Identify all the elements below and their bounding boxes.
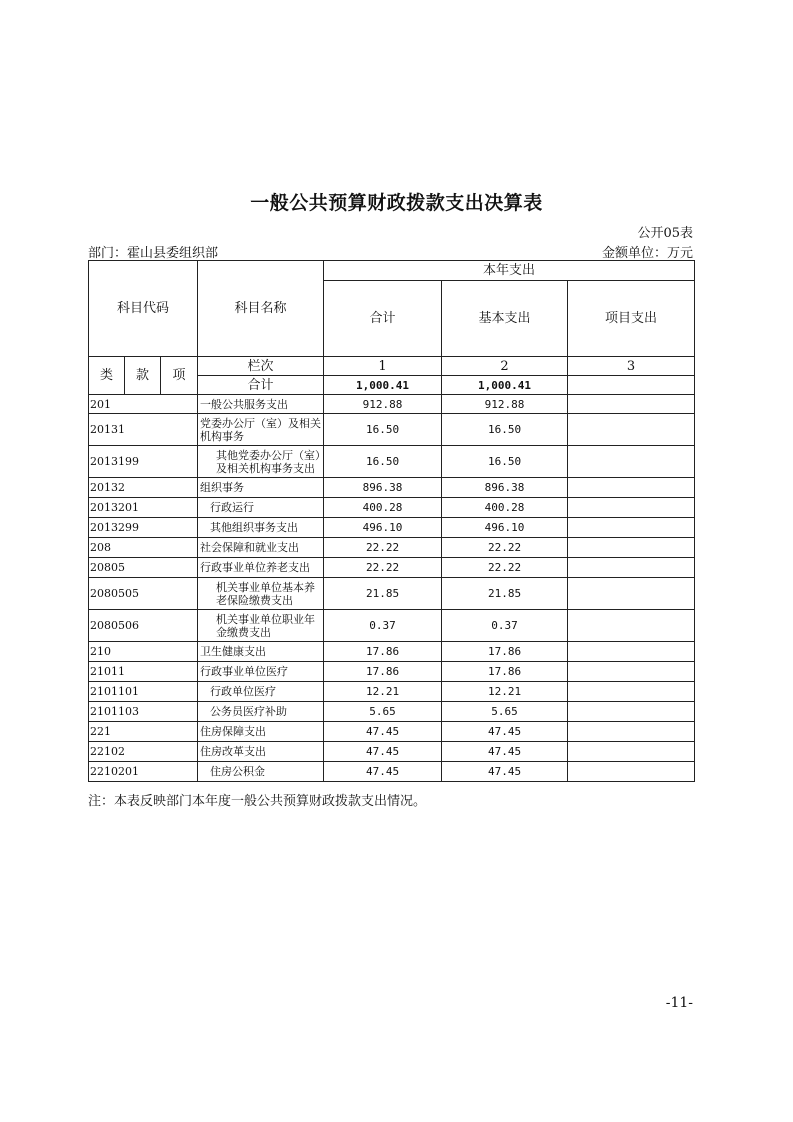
row-basic: 17.86 — [442, 662, 568, 682]
row-project — [568, 518, 695, 538]
row-name: 行政运行 — [198, 498, 324, 518]
row-total: 0.37 — [324, 610, 442, 642]
row-basic: 47.45 — [442, 722, 568, 742]
header-col1: 1 — [324, 357, 442, 376]
row-total: 47.45 — [324, 742, 442, 762]
row-name: 住房改革支出 — [198, 742, 324, 762]
row-total: 16.50 — [324, 414, 442, 446]
header-column-no: 栏次 — [198, 357, 324, 376]
row-project — [568, 478, 695, 498]
row-code: 210 — [89, 642, 198, 662]
department-label: 部门：霍山县委组织部 — [88, 246, 219, 261]
row-basic: 5.65 — [442, 702, 568, 722]
row-code: 2013201 — [89, 498, 198, 518]
row-basic: 47.45 — [442, 742, 568, 762]
row-code: 2013299 — [89, 518, 198, 538]
row-basic: 12.21 — [442, 682, 568, 702]
row-code: 2210201 — [89, 762, 198, 782]
header-col3: 3 — [568, 357, 695, 376]
row-project — [568, 395, 695, 414]
row-basic: 17.86 — [442, 642, 568, 662]
table-row — [89, 762, 695, 782]
row-code: 2101101 — [89, 682, 198, 702]
row-name: 公务员医疗补助 — [198, 702, 324, 722]
row-name: 组织事务 — [198, 478, 324, 498]
row-total: 496.10 — [324, 518, 442, 538]
header-code: 科目代码 — [89, 261, 198, 357]
table-row — [89, 518, 695, 538]
row-basic: 16.50 — [442, 414, 568, 446]
row-basic: 0.37 — [442, 610, 568, 642]
row-project — [568, 578, 695, 610]
row-basic: 22.22 — [442, 558, 568, 578]
row-name: 其他组织事务支出 — [198, 518, 324, 538]
row-project — [568, 558, 695, 578]
row-total: 17.86 — [324, 642, 442, 662]
row-total: 896.38 — [324, 478, 442, 498]
expenditure-table — [88, 260, 695, 782]
row-project — [568, 662, 695, 682]
row-name: 一般公共服务支出 — [198, 395, 324, 414]
row-basic: 912.88 — [442, 395, 568, 414]
row-project — [568, 414, 695, 446]
table-row — [89, 662, 695, 682]
header-lei: 类 — [89, 357, 125, 395]
table-row — [89, 478, 695, 498]
row-code: 2101103 — [89, 702, 198, 722]
row-total: 47.45 — [324, 722, 442, 742]
row-code: 20132 — [89, 478, 198, 498]
row-project — [568, 498, 695, 518]
row-code: 22102 — [89, 742, 198, 762]
table-row — [89, 742, 695, 762]
row-code: 20131 — [89, 414, 198, 446]
row-code: 2080506 — [89, 610, 198, 642]
row-name: 行政事业单位医疗 — [198, 662, 324, 682]
table-row — [89, 558, 695, 578]
row-project — [568, 446, 695, 478]
unit-label: 金额单位：万元 — [601, 246, 693, 261]
row-name: 行政单位医疗 — [198, 682, 324, 702]
header-col2: 2 — [442, 357, 568, 376]
table-row — [89, 610, 695, 642]
row-project — [568, 762, 695, 782]
form-number: 公开05表 — [637, 226, 693, 241]
header-current-year: 本年支出 — [324, 261, 695, 281]
total-row-project — [568, 376, 695, 395]
table-row — [89, 498, 695, 518]
table-row — [89, 414, 695, 446]
row-code: 20805 — [89, 558, 198, 578]
row-name: 卫生健康支出 — [198, 642, 324, 662]
row-basic: 22.22 — [442, 538, 568, 558]
table-row — [89, 538, 695, 558]
header-kuan: 款 — [125, 357, 161, 395]
row-basic: 16.50 — [442, 446, 568, 478]
row-basic: 47.45 — [442, 762, 568, 782]
row-total: 47.45 — [324, 762, 442, 782]
row-project — [568, 610, 695, 642]
header-name: 科目名称 — [198, 261, 324, 357]
row-code: 208 — [89, 538, 198, 558]
header-xiang: 项 — [161, 357, 198, 395]
row-name: 党委办公厅（室）及相关机构事务 — [198, 414, 324, 446]
row-name: 社会保障和就业支出 — [198, 538, 324, 558]
row-project — [568, 682, 695, 702]
row-total: 17.86 — [324, 662, 442, 682]
table-row — [89, 722, 695, 742]
page-number: -11- — [665, 995, 693, 1011]
row-code: 21011 — [89, 662, 198, 682]
row-project — [568, 538, 695, 558]
table-note: 注：本表反映部门本年度一般公共预算财政拨款支出情况。 — [88, 794, 427, 809]
row-name: 住房公积金 — [198, 762, 324, 782]
row-name: 机关事业单位基本养老保险缴费支出 — [198, 578, 324, 610]
table-row — [89, 642, 695, 662]
table-row — [89, 682, 695, 702]
row-name: 其他党委办公厅（室）及相关机构事务支出 — [198, 446, 324, 478]
row-total: 400.28 — [324, 498, 442, 518]
row-name: 机关事业单位职业年金缴费支出 — [198, 610, 324, 642]
row-basic: 21.85 — [442, 578, 568, 610]
row-total: 912.88 — [324, 395, 442, 414]
row-project — [568, 702, 695, 722]
row-code: 2013199 — [89, 446, 198, 478]
document-title: 一般公共预算财政拨款支出决算表 — [250, 192, 543, 214]
total-row-basic: 1,000.41 — [442, 376, 568, 395]
row-basic: 896.38 — [442, 478, 568, 498]
row-basic: 400.28 — [442, 498, 568, 518]
total-row-label: 合计 — [198, 376, 324, 395]
header-total: 合计 — [324, 281, 442, 357]
row-name: 住房保障支出 — [198, 722, 324, 742]
row-name: 行政事业单位养老支出 — [198, 558, 324, 578]
row-total: 21.85 — [324, 578, 442, 610]
table-row — [89, 395, 695, 414]
table-row — [89, 446, 695, 478]
header-basic: 基本支出 — [442, 281, 568, 357]
row-total: 22.22 — [324, 558, 442, 578]
row-code: 2080505 — [89, 578, 198, 610]
row-project — [568, 642, 695, 662]
row-code: 201 — [89, 395, 198, 414]
row-total: 12.21 — [324, 682, 442, 702]
header-project: 项目支出 — [568, 281, 695, 357]
row-basic: 496.10 — [442, 518, 568, 538]
row-total: 22.22 — [324, 538, 442, 558]
row-project — [568, 722, 695, 742]
row-total: 16.50 — [324, 446, 442, 478]
row-total: 5.65 — [324, 702, 442, 722]
row-code: 221 — [89, 722, 198, 742]
table-row — [89, 702, 695, 722]
table-row — [89, 578, 695, 610]
total-row-total: 1,000.41 — [324, 376, 442, 395]
row-project — [568, 742, 695, 762]
